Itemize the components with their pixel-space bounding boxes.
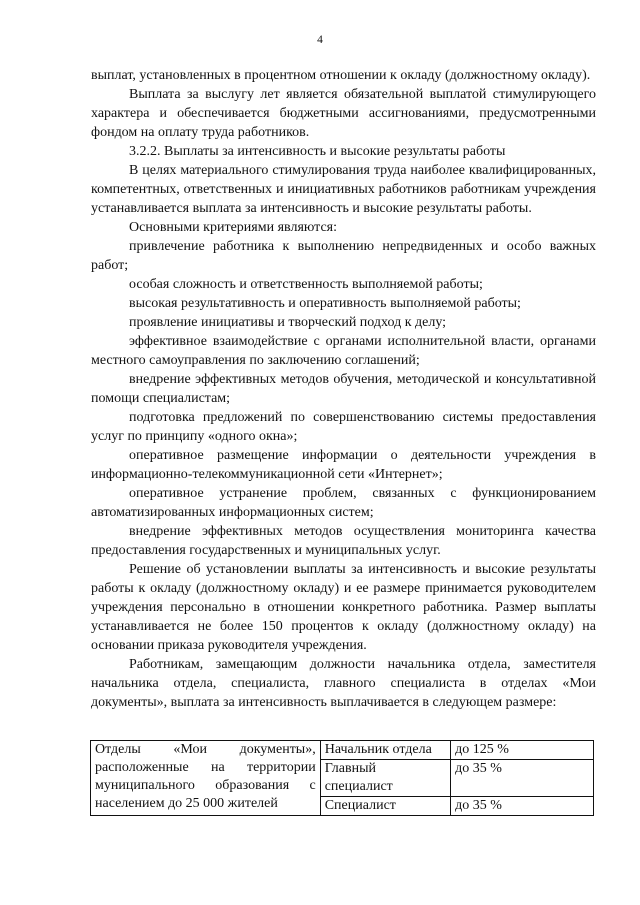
table-row — [91, 741, 594, 760]
paragraph: оперативное устранение проблем, связанных с функционированием автоматизированных информационных систем; — [91, 486, 596, 520]
paragraph: В целях материального стимулирования труда наиболее квалифицированных, компетентных, ответственных и инициативных работников работникам учреждения устанавливается выплата за интенсивность и высокие результаты работы. — [91, 163, 596, 216]
payment-table — [90, 740, 594, 816]
paragraph: выплат, установленных в процентном отношении к окладу (должностному окладу). — [91, 68, 591, 83]
paragraph: привлечение работника к выполнению непредвиденных и особо важных работ; — [91, 239, 596, 273]
amount-cell: до 35 % — [451, 797, 594, 816]
paragraph: Выплата за выслугу лет является обязательной выплатой стимулирующего характера и обеспечивается бюджетными ассигнованиями, предусмотренными фондом на оплату труда работников. — [91, 87, 596, 140]
paragraph: внедрение эффективных методов осуществления мониторинга качества предоставления государственных и муниципальных услуг. — [91, 524, 596, 558]
position-cell: Специалист — [320, 797, 450, 816]
paragraph: особая сложность и ответственность выполняемой работы; — [129, 277, 483, 292]
paragraph: 3.2.2. Выплаты за интенсивность и высокие результаты работы — [129, 144, 506, 159]
paragraph: эффективное взаимодействие с органами исполнительной власти, органами местного самоуправления по заключению соглашений; — [91, 334, 596, 368]
paragraph: Решение об установлении выплаты за интенсивность и высокие результаты работы к окладу (должностному окладу) и ее размере принимается руководителем учреждения персонально в отношении конкретного работника. Размер выплаты устанавливается не более 150 процентов к окладу (должностному окладу) на основании приказа руководителя учреждения. — [91, 562, 596, 653]
paragraph: Работникам, замещающим должности начальника отдела, заместителя начальника отдела, специалиста, главного специалиста в отделах «Мои документы», выплата за интенсивность выплачивается в следующем размере: — [91, 657, 596, 710]
paragraph: оперативное размещение информации о деятельности учреждения в информационно-телекоммуникационной сети «Интернет»; — [91, 448, 596, 482]
paragraph: высокая результативность и оперативность выполняемой работы; — [129, 296, 521, 311]
paragraph: проявление инициативы и творческий подход к делу; — [129, 315, 447, 330]
paragraph: внедрение эффективных методов обучения, методической и консультативной помощи специалистам; — [91, 372, 596, 406]
paragraph: подготовка предложений по совершенствованию системы предоставления услуг по принципу «одного окна»; — [91, 410, 596, 444]
position-cell: Начальник отдела — [320, 741, 450, 760]
amount-cell: до 125 % — [451, 741, 594, 760]
amount-cell: до 35 % — [451, 760, 594, 797]
page-number: 4 — [317, 34, 323, 46]
document-body — [91, 66, 596, 712]
position-cell: Главный специалист — [320, 760, 450, 797]
department-cell: Отделы «Мои документы», расположенные на территории муниципального образования с населением до 25 000 жителей — [91, 741, 321, 816]
paragraph: Основными критериями являются: — [129, 220, 337, 235]
